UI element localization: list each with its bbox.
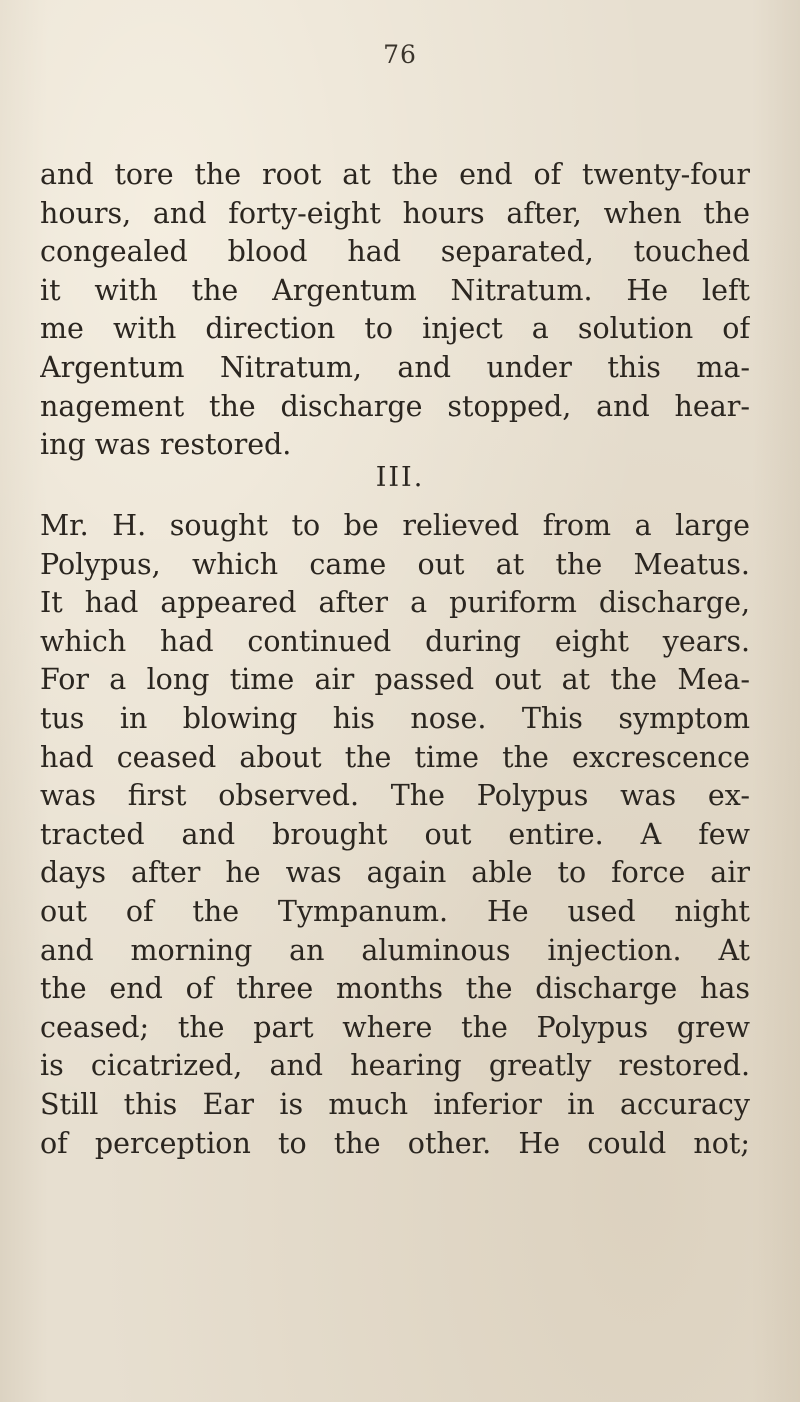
text-line: hours, and forty-eight hours after, when the [40, 196, 750, 230]
text-line: tus in blowing his nose. This symptom [40, 701, 750, 735]
page-number: 76 [383, 40, 417, 69]
text-line: is cicatrized, and hearing greatly restored. [40, 1049, 750, 1083]
text-line: It had appeared after a puriform discharge, [40, 586, 750, 620]
text-line: For a long time air passed out at the Mea- [40, 663, 750, 697]
text-line: and morning an aluminous injection. At [40, 933, 750, 967]
text-line: ing was restored. [40, 428, 292, 462]
text-line: was first observed. The Polypus was ex- [40, 779, 750, 813]
text-line: and tore the root at the end of twenty-four [40, 158, 750, 191]
text-line: days after he was again able to force air [40, 856, 750, 890]
text-line: it with the Argentum Nitratum. He left [40, 273, 750, 307]
text-line: the end of three months the discharge has [40, 972, 750, 1006]
text-line: tracted and brought out entire. A few [40, 817, 750, 851]
text-line: Argentum Nitratum, and under this ma- [40, 350, 750, 384]
text-line: ceased; the part where the Polypus grew [40, 1010, 750, 1044]
text-line: Mr. H. sought to be relieved from a large [40, 509, 750, 542]
text-line: congealed blood had separated, touched [40, 235, 750, 269]
text-line: which had continued during eight years. [40, 624, 750, 658]
paragraph-1 [40, 156, 750, 465]
text-line: Still this Ear is much inferior in accuracy [40, 1087, 750, 1121]
text-line: Polypus, which came out at the Meatus. [40, 547, 750, 581]
text-line: had ceased about the time the excrescence [40, 740, 750, 774]
text-line: out of the Tympanum. He used night [40, 894, 750, 928]
text-line: of perception to the other. He could not; [40, 1126, 750, 1160]
section-heading: III. [375, 462, 425, 493]
text-line: me with direction to inject a solution of [40, 312, 750, 346]
paragraph-2 [40, 507, 750, 1163]
text-line: nagement the discharge stopped, and hear- [40, 389, 750, 423]
